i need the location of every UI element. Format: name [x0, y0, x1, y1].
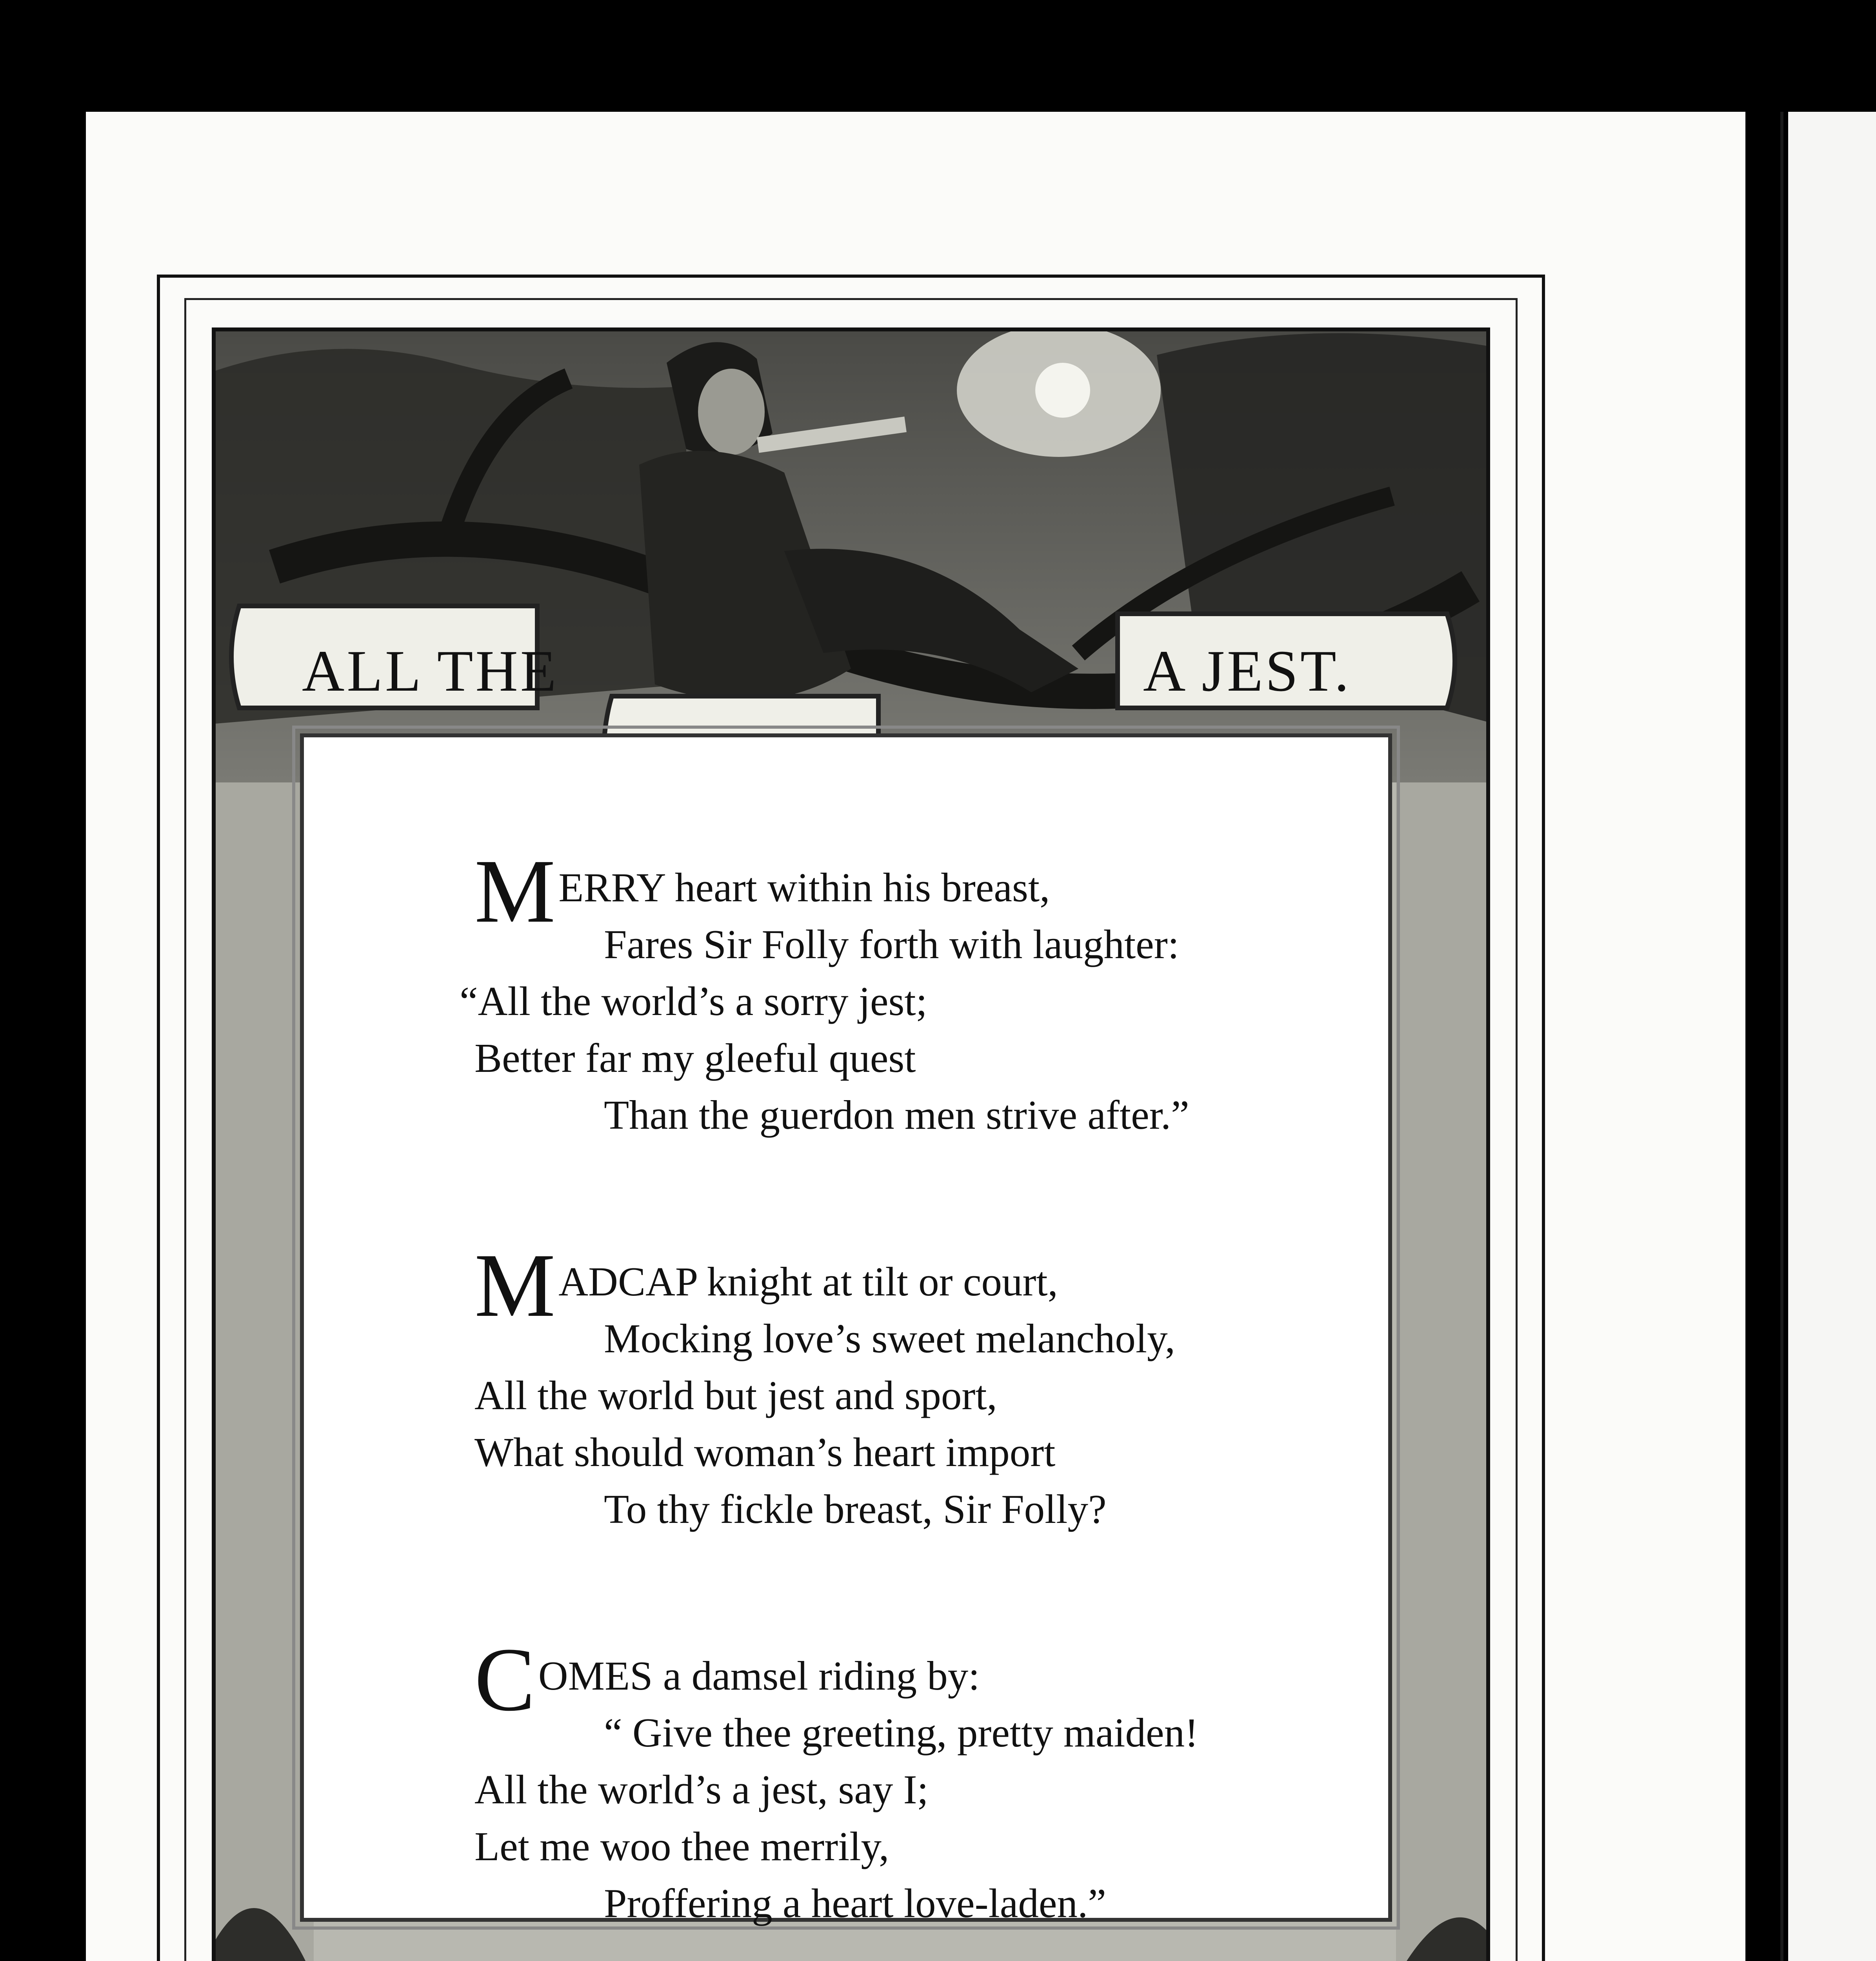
page-gutter [1780, 112, 1783, 1961]
poem-line: Proffering a heart love-laden.” [604, 1880, 1106, 1926]
title-a-jest: A JEST. [1143, 639, 1351, 704]
poem-line: Let me woo thee merrily, [474, 1823, 889, 1869]
poem [460, 841, 1376, 1961]
poem-line: MERRY heart within his breast, [474, 841, 1050, 942]
poem-line: MADCAP knight at tilt or court, [474, 1235, 1058, 1336]
poem-line: All the world’s a jest, say I; [474, 1766, 929, 1812]
drop-cap: M [474, 1235, 556, 1336]
drop-cap: M [474, 841, 556, 942]
poem-line: Than the guerdon men strive after.” [604, 1092, 1189, 1138]
poem-line: Mocking love’s sweet melancholy, [604, 1315, 1176, 1361]
poem-line: Better far my gleeful quest [474, 1035, 916, 1081]
stanza [474, 1235, 1376, 1537]
drop-cap: C [474, 1629, 535, 1730]
poem-line: All the world but jest and sport, [474, 1372, 997, 1418]
poem-line: “All the world’s a sorry jest; [460, 978, 927, 1024]
poem-line: COMES a damsel riding by: [474, 1629, 980, 1730]
facing-page-edge [1788, 112, 1876, 1961]
poem-line: Fares Sir Folly forth with laughter: [604, 921, 1179, 967]
stanza [474, 1629, 1376, 1932]
stanza [460, 841, 1376, 1143]
poem-line: “ Give thee greeting, pretty maiden! [604, 1710, 1199, 1755]
poem-line: To thy fickle breast, Sir Folly? [604, 1486, 1107, 1532]
moon [1035, 363, 1090, 418]
title-all-the: ALL THE [302, 639, 559, 704]
poem-line: What should woman’s heart import [474, 1429, 1056, 1475]
